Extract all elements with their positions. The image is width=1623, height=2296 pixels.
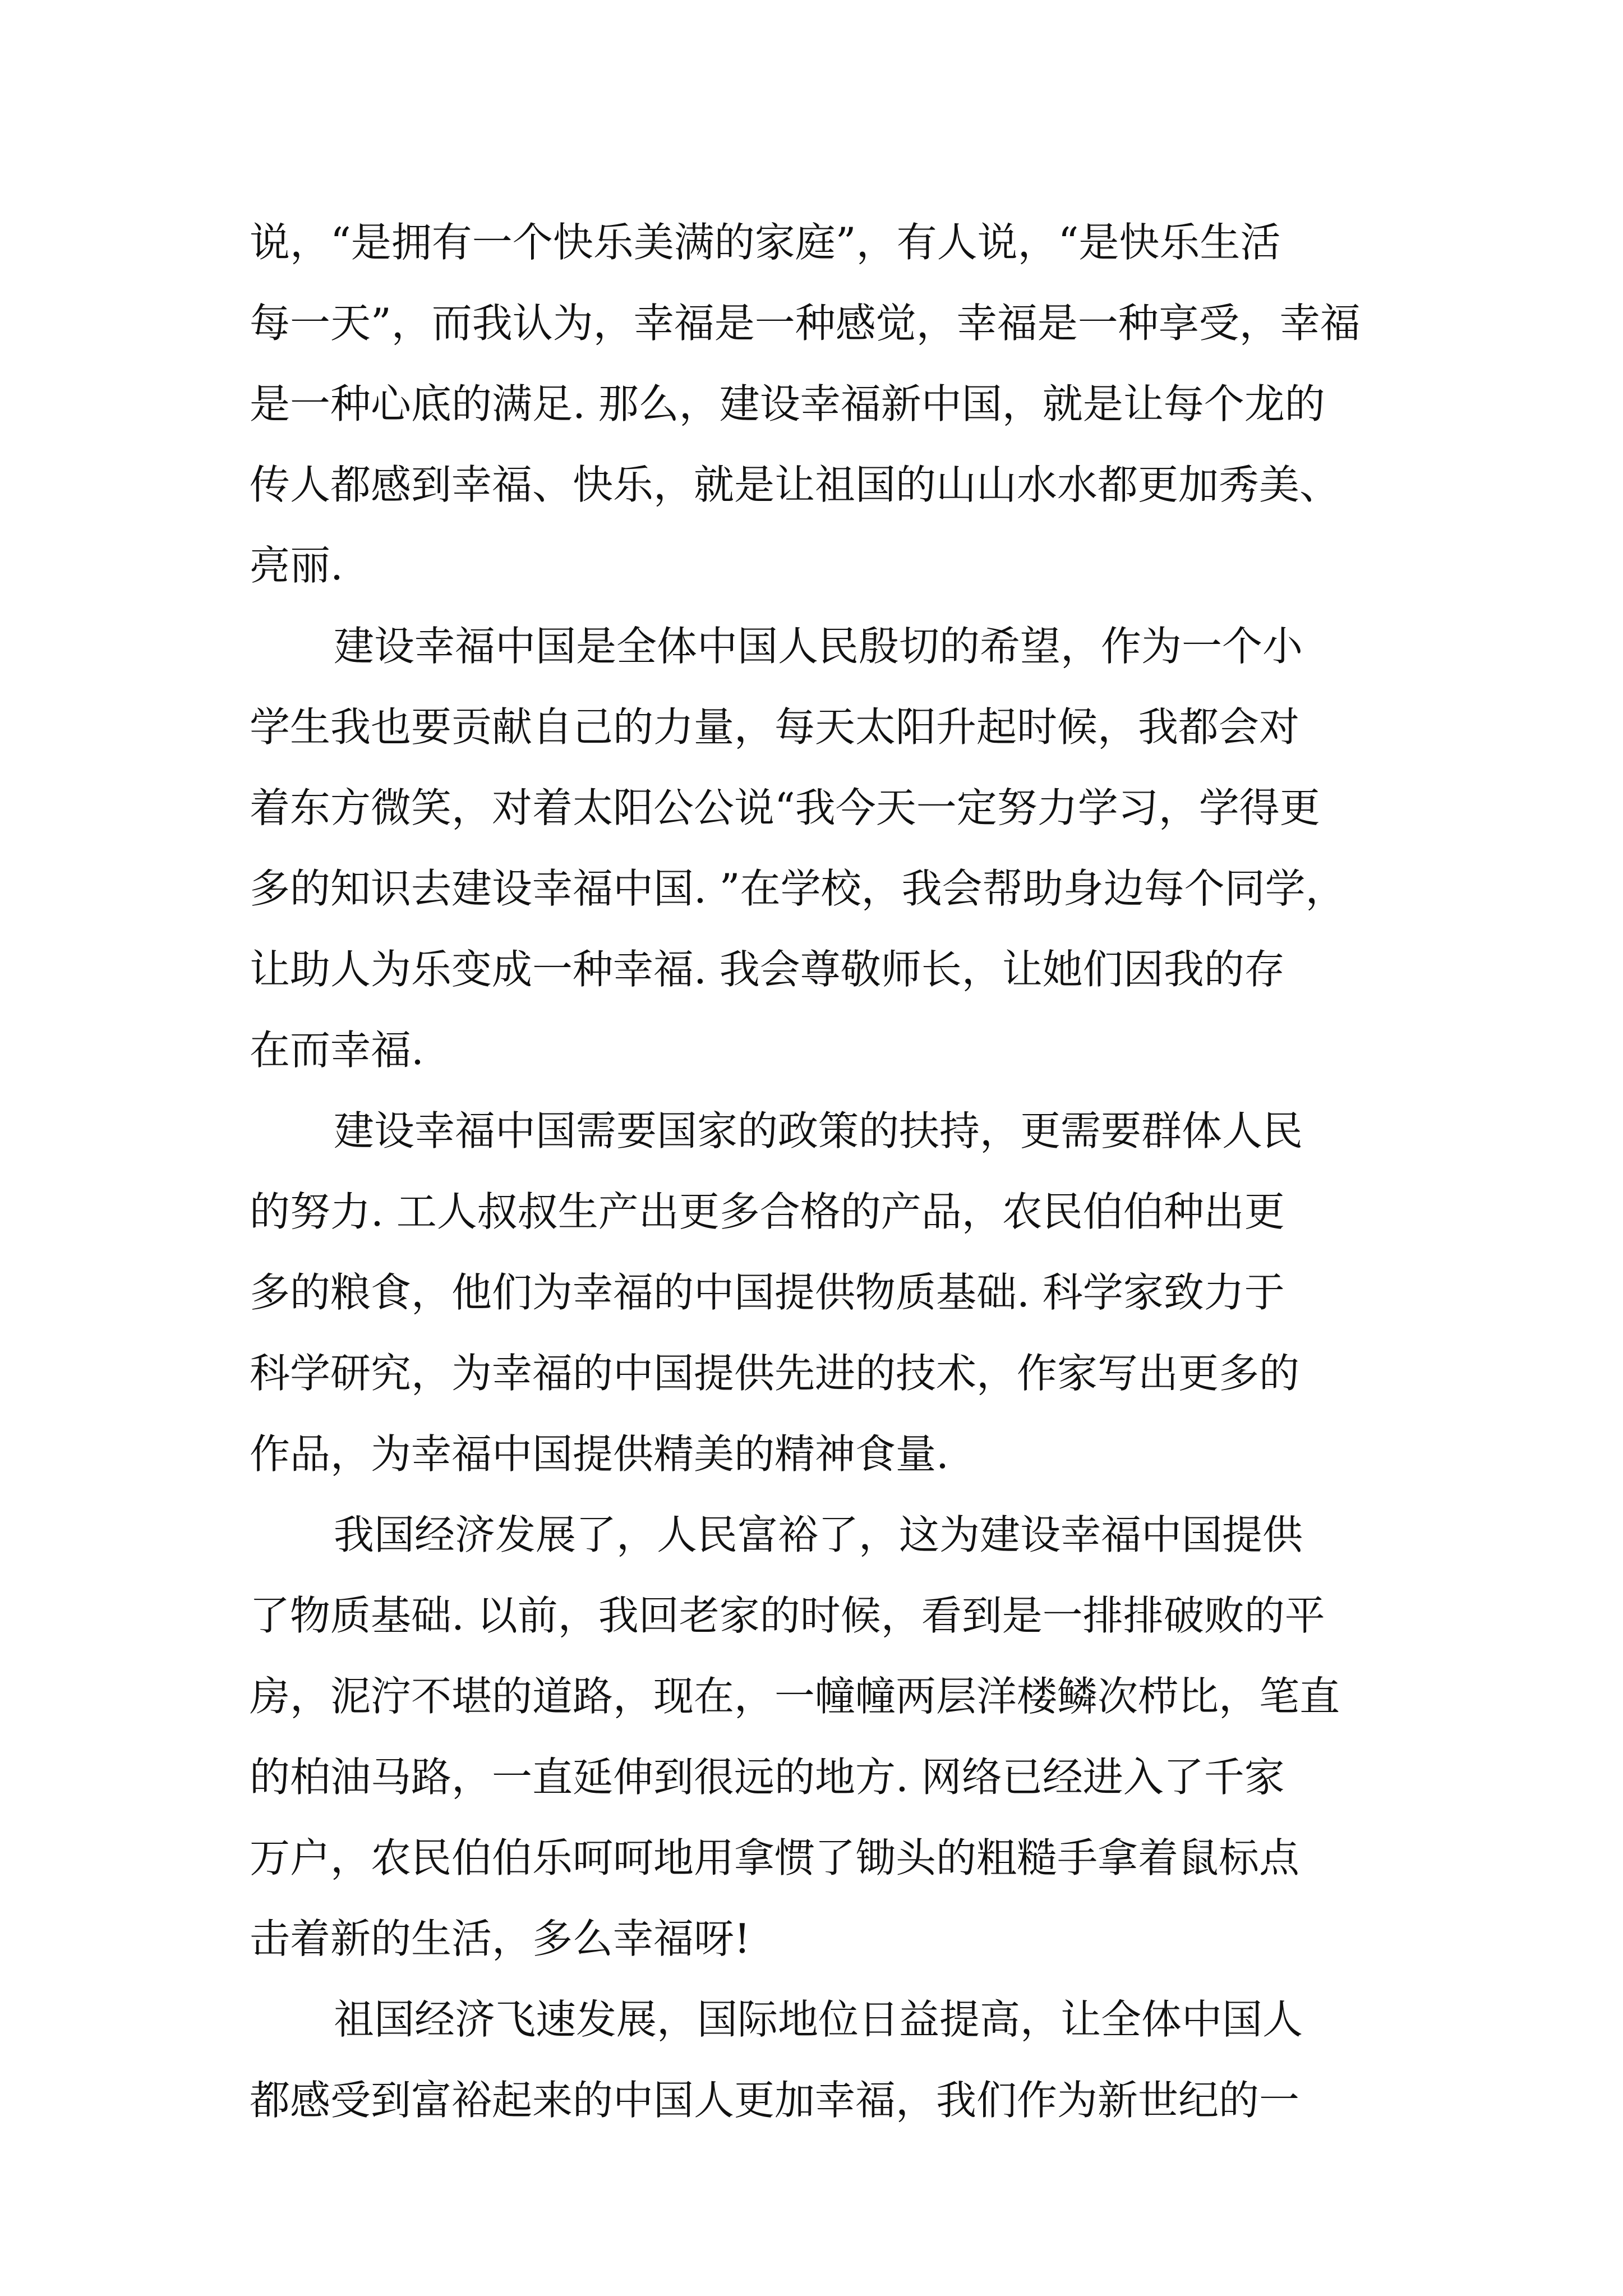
text-line: 科学研究，为幸福的中国提供先进的技术，作家写出更多的 (250, 1350, 1300, 1397)
text-line: 的柏油马路，一直延伸到很远的地方. 网络已经进入了千家 (250, 1754, 1285, 1801)
text-line: 作品，为幸福中国提供精美的精神食量. (250, 1430, 949, 1478)
text-line: 说，“是拥有一个快乐美满的家庭”，有人说，“是快乐生活 (250, 219, 1281, 266)
body-text (250, 202, 1400, 2141)
text-line: 多的知识去建设幸福中国. ”在学校，我会帮助身边每个同学， (250, 865, 1346, 912)
text-line: 建设幸福中国是全体中国人民殷切的希望，作为一个小 (334, 623, 1303, 670)
text-line: 击着新的生活，多么幸福呀! (250, 1915, 750, 1962)
text-line: 多的粮食，他们为幸福的中国提供物质基础. 科学家致力于 (250, 1269, 1285, 1316)
text-line: 亮丽. (250, 542, 343, 589)
text-line: 房，泥泞不堪的道路，现在，一幢幢两层洋楼鳞次栉比，笔直 (250, 1673, 1340, 1720)
text-line: 的努力. 工人叔叔生产出更多合格的产品，农民伯伯种出更 (250, 1188, 1285, 1235)
text-line: 我国经济发展了，人民富裕了，这为建设幸福中国提供 (334, 1511, 1303, 1558)
text-line: 祖国经济飞速发展，国际地位日益提高，让全体中国人 (334, 1996, 1303, 2043)
text-line: 在而幸福. (250, 1027, 424, 1074)
text-line: 学生我也要贡献自己的力量，每天太阳升起时候，我都会对 (250, 703, 1300, 751)
text-line: 是一种心底的满足. 那么，建设幸福新中国，就是让每个龙的 (250, 380, 1325, 427)
text-line: 建设幸福中国需要国家的政策的扶持，更需要群体人民 (334, 1107, 1303, 1154)
text-line: 每一天”，而我认为，幸福是一种感觉，幸福是一种享受，幸福 (250, 300, 1361, 347)
text-line: 了物质基础. 以前，我回老家的时候，看到是一排排破败的平 (250, 1592, 1325, 1639)
text-line: 传人都感到幸福、快乐，就是让祖国的山山水水都更加秀美、 (250, 461, 1340, 508)
text-line: 万户，农民伯伯乐呵呵地用拿惯了锄头的粗糙手拿着鼠标点 (250, 1834, 1300, 1881)
text-line: 让助人为乐变成一种幸福. 我会尊敬师长，让她们因我的存 (250, 946, 1285, 993)
text-line: 着东方微笑，对着太阳公公说“我今天一定努力学习，学得更 (250, 784, 1320, 831)
text-line: 都感受到富裕起来的中国人更加幸福，我们作为新世纪的一 (250, 2077, 1300, 2124)
